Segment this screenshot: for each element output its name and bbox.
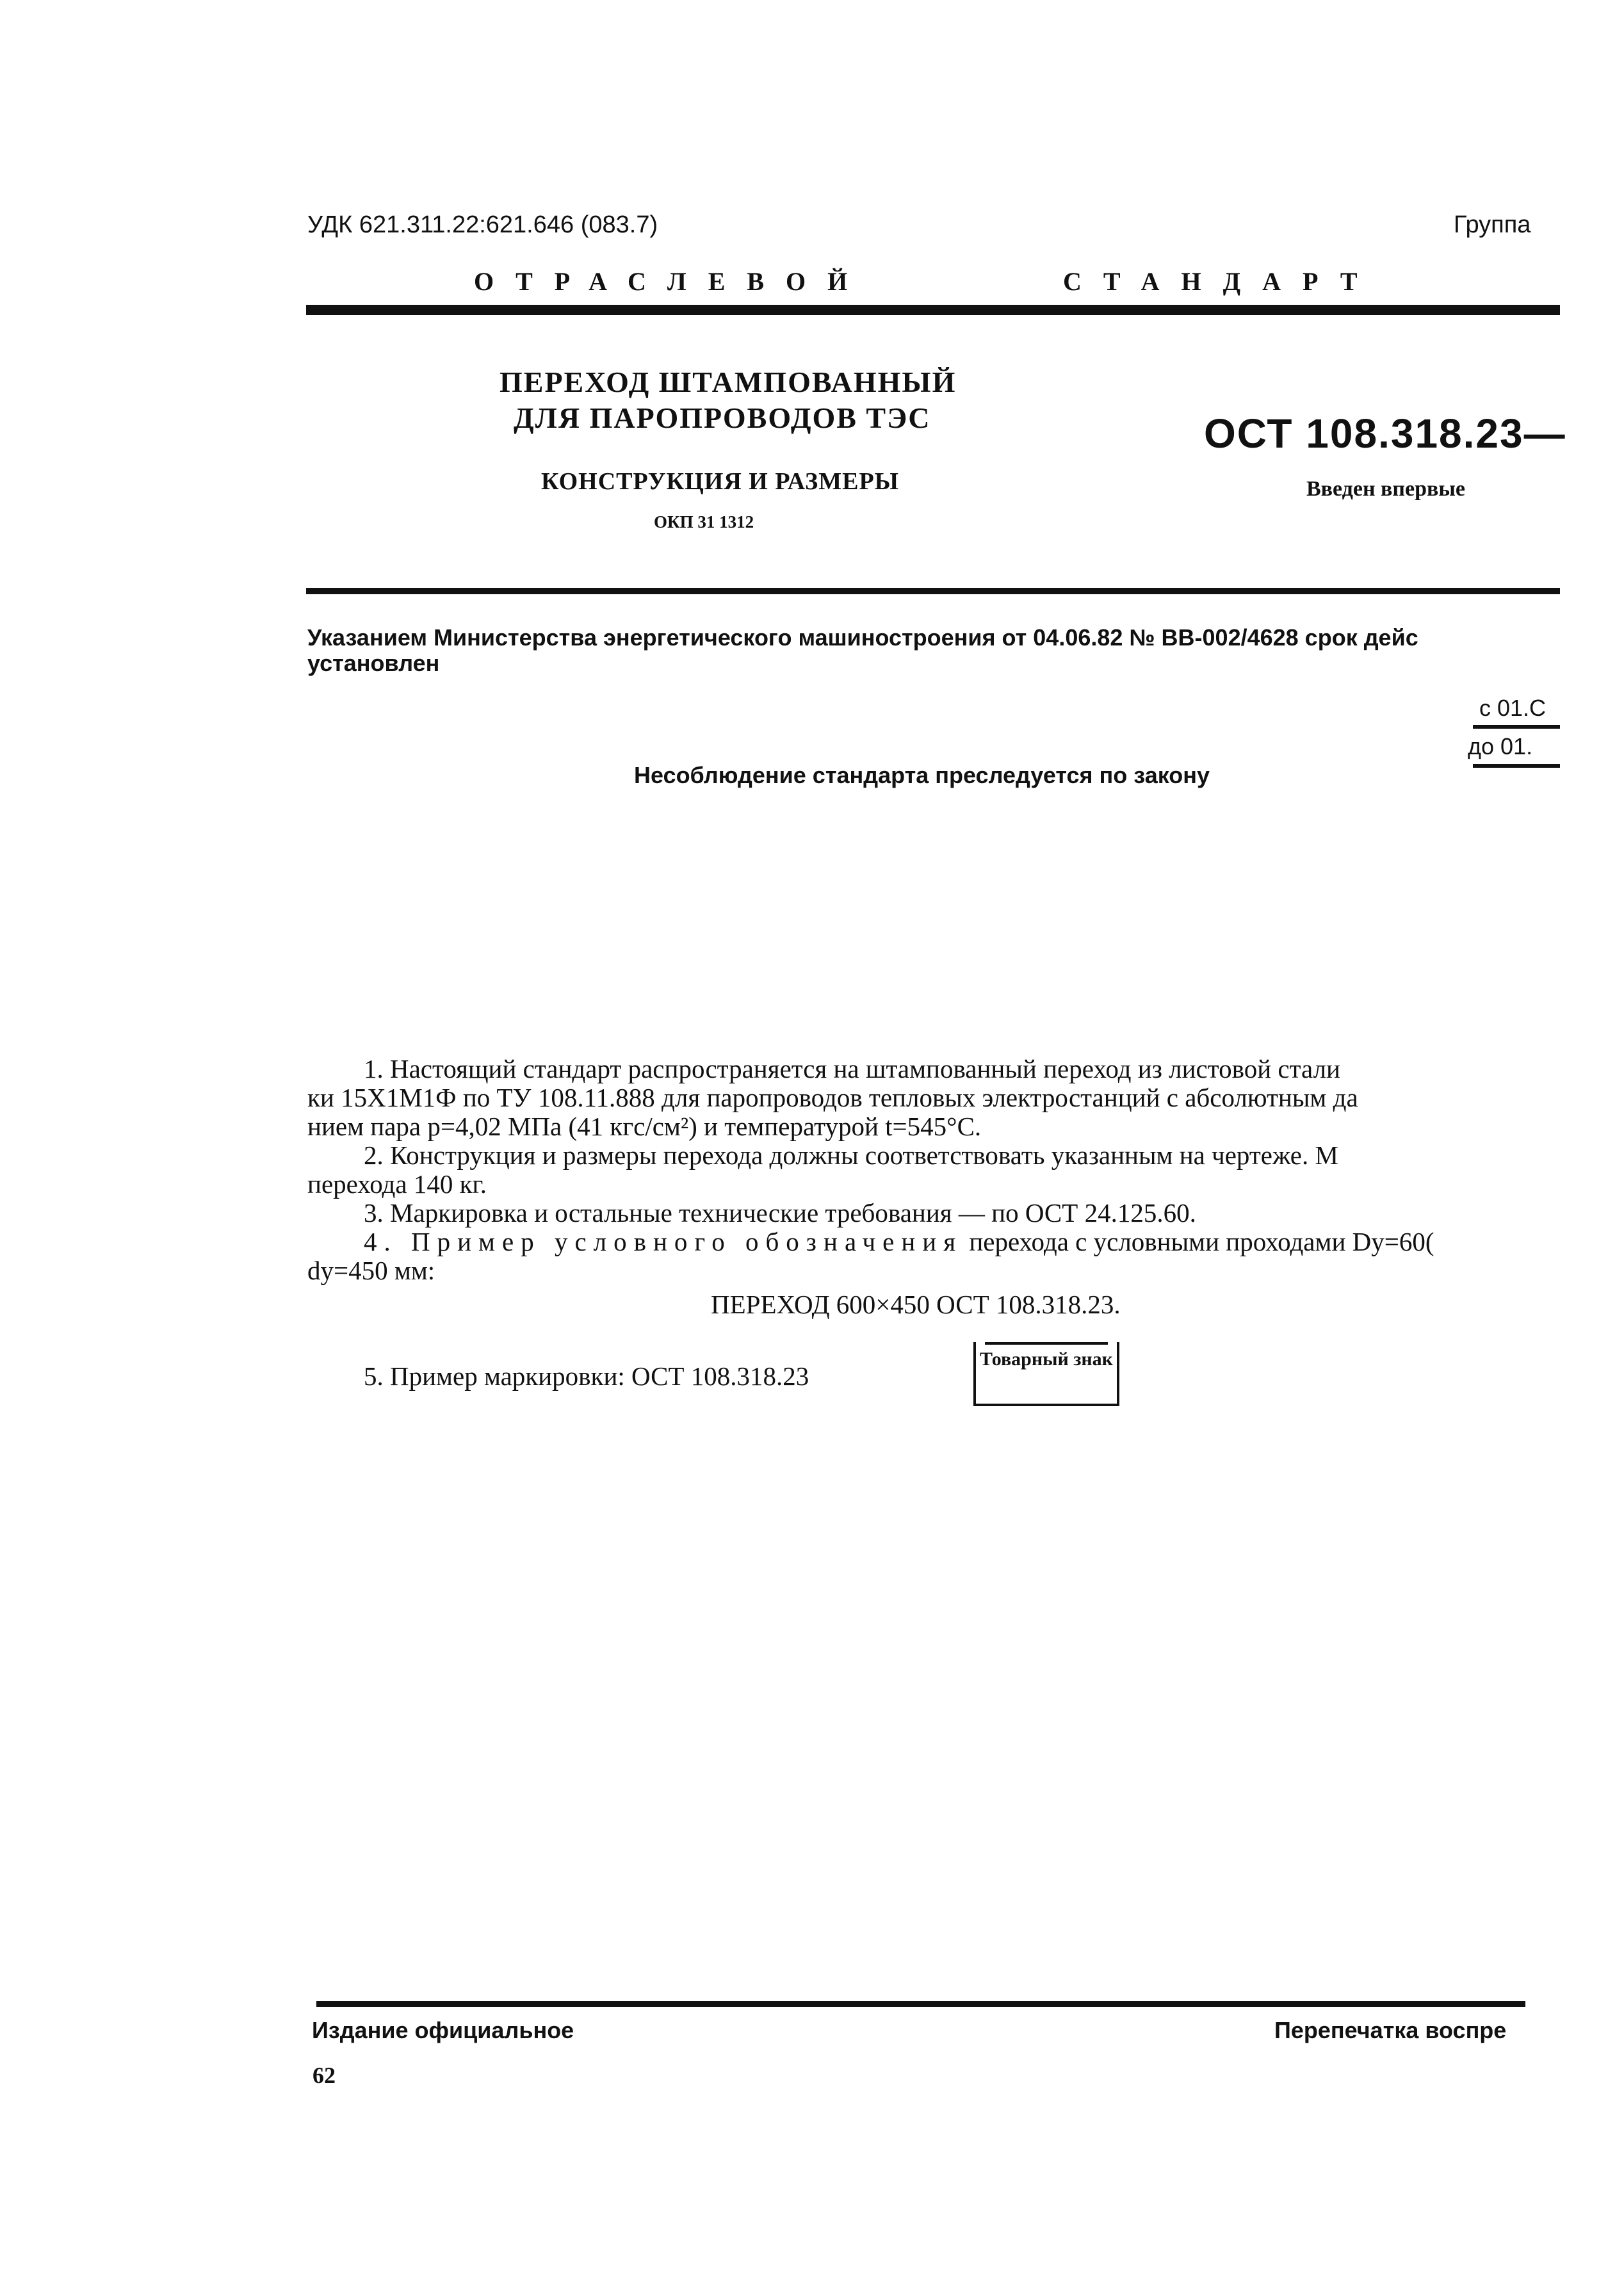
validity-to: до 01. — [1468, 733, 1533, 759]
validity-from-underline — [1473, 725, 1560, 729]
bottom-rule — [316, 2001, 1525, 2007]
udk-code: УДК 621.311.22:621.646 (083.7) — [307, 211, 658, 238]
trademark-box-top — [985, 1342, 1108, 1345]
decree-line-2: установлен — [307, 650, 440, 676]
top-rule — [306, 305, 1560, 315]
banner-standard: СТАНДАРТ — [1063, 267, 1379, 296]
paragraph-4-line-2: dу=450 мм: — [307, 1256, 435, 1285]
decree-line-1: Указанием Министерства энергетического машиностроения от 04.06.82 № ВВ-002/4628 срок дейс — [307, 624, 1418, 651]
trademark-label: Товарный знак — [980, 1349, 1113, 1370]
paragraph-1-line-3: нием пара p=4,02 МПа (41 кгс/см²) и температурой t=545°С. — [307, 1112, 982, 1141]
paragraph-2-line-2: перехода 140 кг. — [307, 1169, 487, 1199]
middle-rule — [306, 588, 1560, 594]
paragraph-2-line-1: 2. Конструкция и размеры перехода должны соответствовать указанным на чертеже. М — [364, 1140, 1338, 1170]
title-line-1: ПЕРЕХОД ШТАМПОВАННЫЙ — [499, 366, 957, 398]
designation-example: ПЕРЕХОД 600×450 ОСТ 108.318.23. — [711, 1290, 1121, 1319]
paragraph-1-line-1: 1. Настоящий стандарт распространяется на штампованный переход из листовой стали — [364, 1054, 1340, 1083]
introduced-note: Введен впервые — [1306, 477, 1466, 501]
standard-code: ОСТ 108.318.23— — [1204, 410, 1566, 457]
reprint-note: Перепечатка воспре — [1274, 2017, 1507, 2043]
law-notice: Несоблюдение стандарта преследуется по закону — [634, 762, 1210, 788]
paragraph-4-lead: 4. Пример условного обозначения — [364, 1227, 963, 1256]
okp-code: ОКП 31 1312 — [654, 512, 754, 531]
paragraph-5: 5. Пример маркировки: ОСТ 108.318.23 — [364, 1361, 809, 1391]
subtitle: КОНСТРУКЦИЯ И РАЗМЕРЫ — [541, 468, 899, 495]
validity-from: с 01.С — [1479, 695, 1547, 721]
group-label: Группа — [1454, 211, 1531, 238]
edition-note: Издание официальное — [312, 2017, 574, 2043]
paragraph-4-rest: перехода с условными проходами Dу=60( — [962, 1227, 1434, 1256]
page-number: 62 — [313, 2063, 336, 2088]
paragraph-1-line-2: ки 15Х1М1Ф по ТУ 108.11.888 для паропроводов тепловых электростанций с абсолютным да — [307, 1083, 1358, 1112]
paragraph-3: 3. Маркировка и остальные технические требования — по ОСТ 24.125.60. — [364, 1198, 1196, 1228]
title-line-2: ДЛЯ ПАРОПРОВОДОВ ТЭС — [514, 401, 931, 434]
validity-to-underline — [1473, 764, 1560, 768]
paragraph-4-line-1 — [364, 1226, 1434, 1257]
banner-industry: ОТРАСЛЕВОЙ — [474, 267, 870, 296]
